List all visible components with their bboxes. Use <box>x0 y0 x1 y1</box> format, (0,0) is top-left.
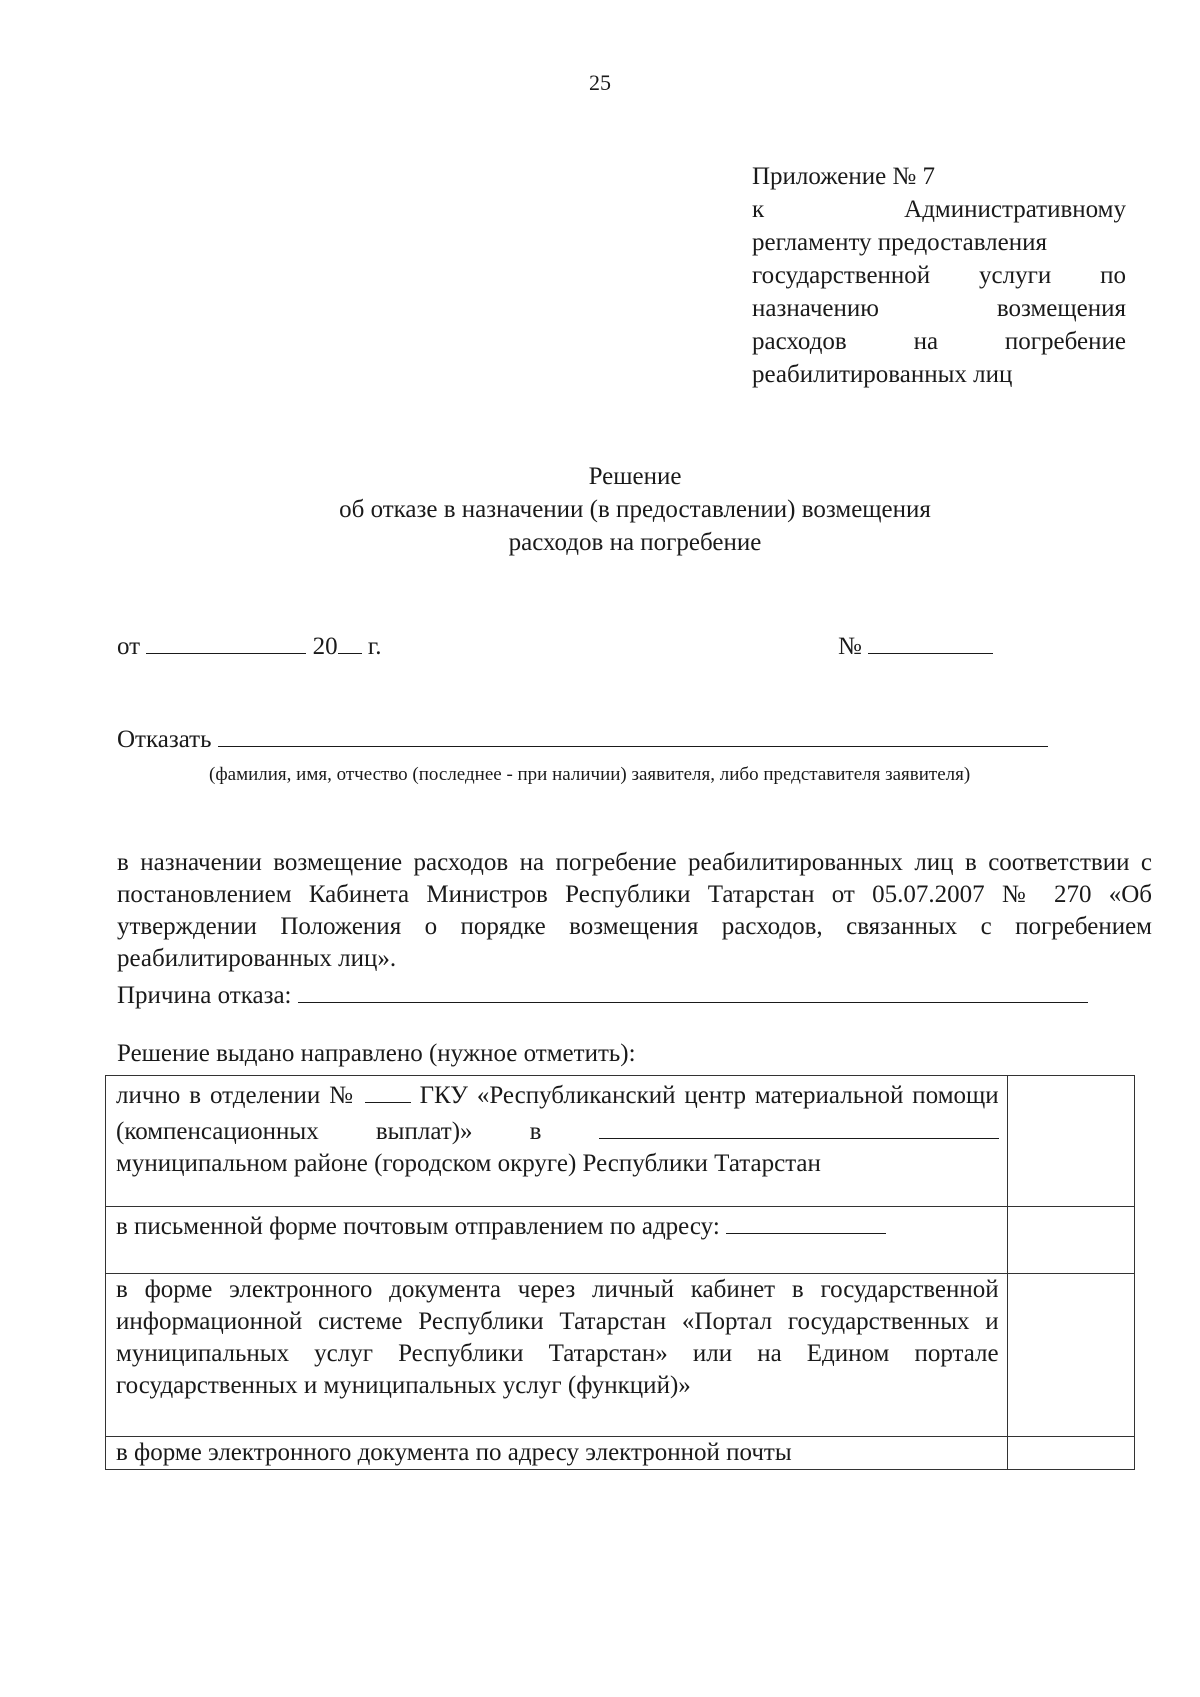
appendix-line: Приложение № 7 <box>752 163 936 190</box>
option-1-part3: муниципальном районе (городском округе) Республики Татарстан <box>116 1150 821 1177</box>
option-3-text: в форме электронного документа через личный кабинет в государственной информационной системе Республики Татарстан «Портал государственных и муниципальных услуг Республики Татарстан» или на Едином портале государственных и муниципальных услуг (функций)» <box>106 1274 1008 1437</box>
number-label: № <box>838 633 862 660</box>
number-row <box>838 627 993 661</box>
decision-body: в назначении возмещение расходов на погребение реабилитированных лиц в соответствии с постановлением Кабинета Министров Республики Татарстан от 05.07.2007 № 270 «Об утверждении Положения о порядке возмещения расходов, связанных с погребением реабилитированных лиц». <box>117 849 1152 972</box>
title-line-1: Решение <box>588 463 682 490</box>
issued-label: Решение выдано направлено (нужное отметить): <box>117 1040 636 1067</box>
reason-blank[interactable] <box>298 976 1088 1003</box>
page-number: 25 <box>589 70 611 95</box>
option-1-part1: лично в отделении № <box>116 1082 356 1109</box>
year-blank[interactable] <box>338 627 362 654</box>
department-number-blank[interactable] <box>365 1076 411 1103</box>
district-blank[interactable] <box>599 1112 999 1139</box>
refuse-label: Отказать <box>117 726 212 753</box>
refuse-row <box>117 720 1048 754</box>
date-suffix: г. <box>367 633 382 660</box>
date-year: 20 <box>312 633 338 660</box>
applicant-name-blank[interactable] <box>218 720 1048 747</box>
date-prefix: от <box>117 633 141 660</box>
option-text <box>106 1207 1008 1274</box>
appendix-line: к Административному <box>752 196 1126 223</box>
appendix-line: расходов на погребение <box>752 328 1126 355</box>
appendix-line: назначению возмещения <box>752 295 1126 322</box>
option-text <box>106 1076 1008 1207</box>
option-checkbox-cell[interactable] <box>1007 1076 1134 1207</box>
appendix-line: государственной услуги по <box>752 262 1126 289</box>
number-blank[interactable] <box>868 627 993 654</box>
option-1-part2: ГКУ «Республиканский центр материальной помощи (компенсационных выплат)» в <box>116 1082 999 1145</box>
title-line-3: расходов на погребение <box>508 529 762 556</box>
option-checkbox-cell[interactable] <box>1007 1437 1134 1470</box>
document-title <box>0 460 1200 559</box>
delivery-options-table <box>105 1075 1135 1470</box>
option-checkbox-cell[interactable] <box>1007 1274 1134 1437</box>
address-blank[interactable] <box>726 1207 886 1234</box>
option-4-text: в форме электронного документа по адресу электронной почты <box>106 1437 1008 1470</box>
applicant-hint: (фамилия, имя, отчество (последнее - при наличии) заявителя, либо представителя заявителя) <box>209 764 971 785</box>
appendix-line: реабилитированных лиц <box>752 361 1013 388</box>
appendix-header <box>752 160 1126 391</box>
reason-row <box>117 976 1088 1010</box>
table-row <box>106 1207 1135 1274</box>
option-checkbox-cell[interactable] <box>1007 1207 1134 1274</box>
option-2-text: в письменной форме почтовым отправлением по адресу: <box>116 1213 720 1240</box>
appendix-line: регламенту предоставления <box>752 229 1048 256</box>
date-row <box>117 627 382 661</box>
date-blank[interactable] <box>146 627 306 654</box>
table-row <box>106 1274 1135 1437</box>
title-line-2: об отказе в назначении (в предоставлении) возмещения <box>339 496 931 523</box>
table-row <box>106 1076 1135 1207</box>
reason-label: Причина отказа: <box>117 982 292 1009</box>
table-row <box>106 1437 1135 1470</box>
